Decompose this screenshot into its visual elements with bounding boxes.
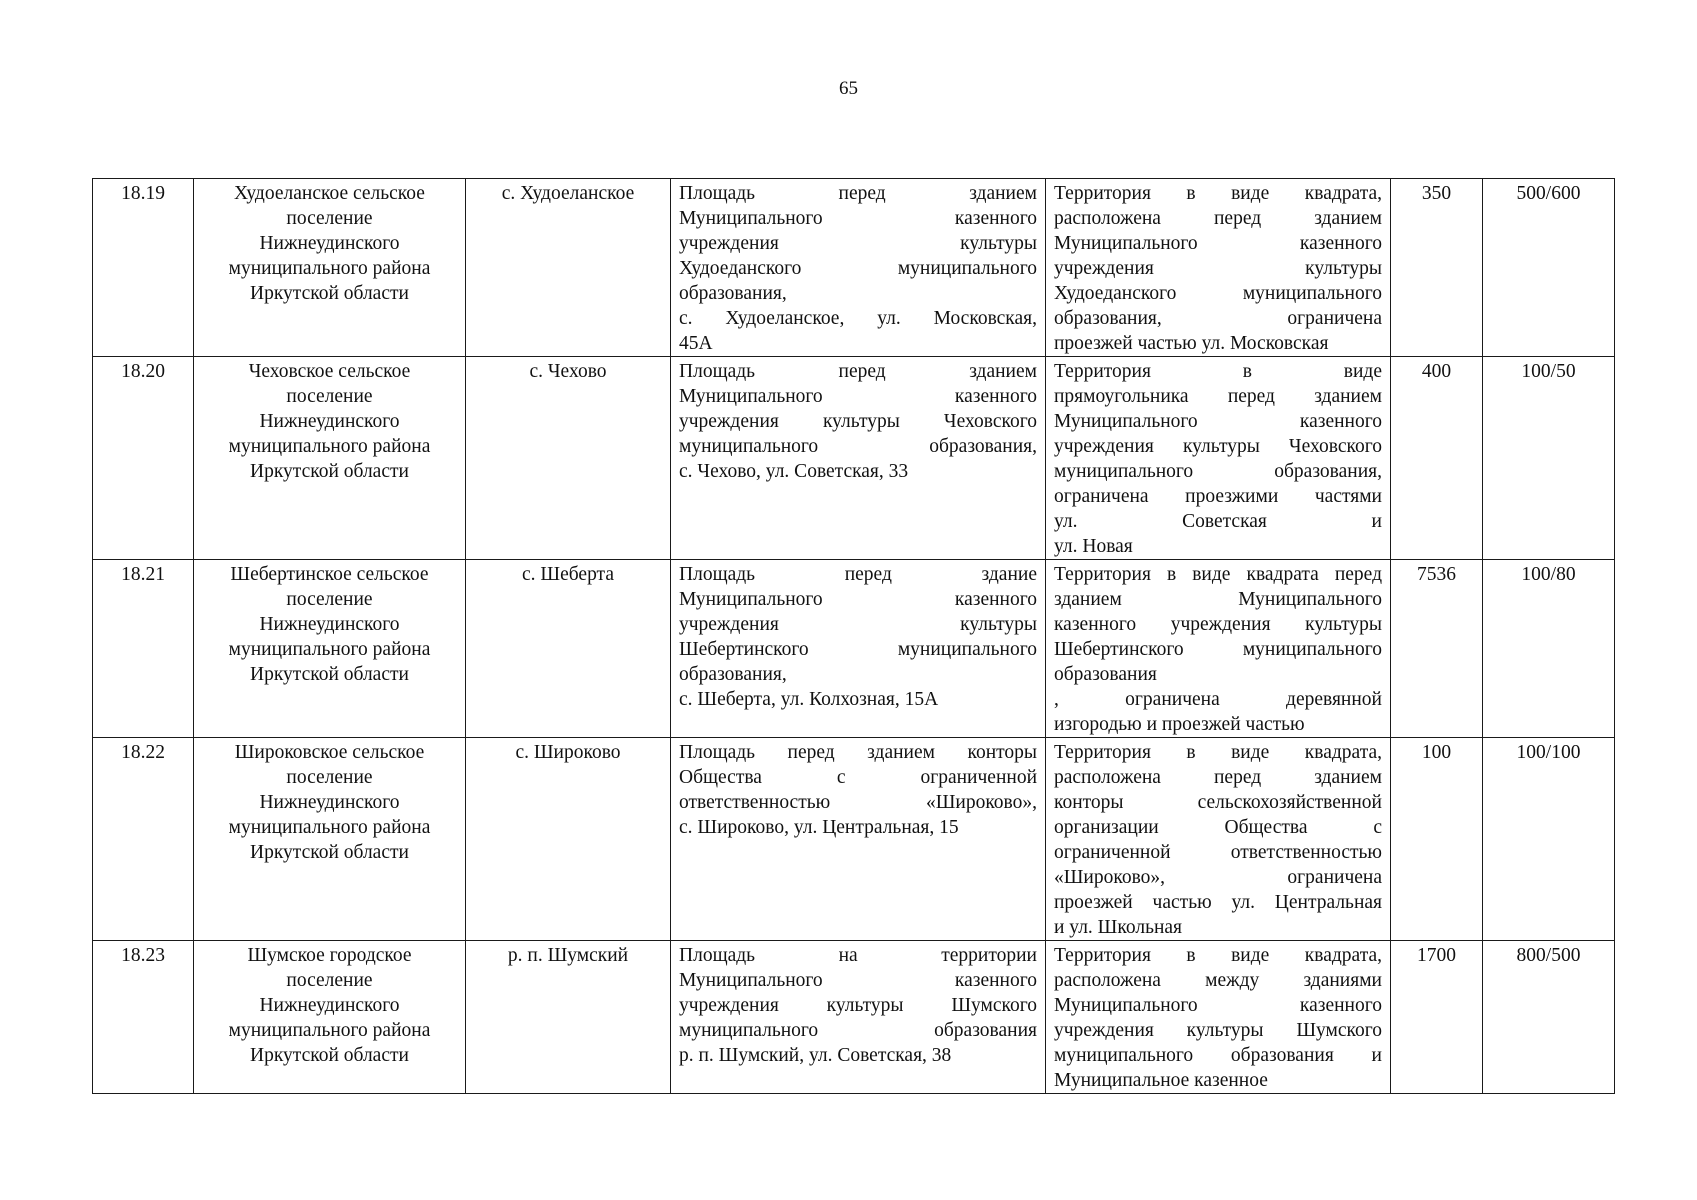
settlement-name-line: Иркутской области [250,842,409,863]
territory-description-line: учреждения культуры Шумского [1054,1020,1382,1041]
territory-description-line: и ул. Школьная [1054,917,1183,938]
territory-description-line: Муниципального казенного [1054,411,1382,432]
place-address [671,357,1046,560]
territory-description-line: образования, ограничена [1054,308,1382,329]
territory-description-line: проезжей частью ул. Московская [1054,333,1329,354]
territory-description-line: Худоеданского муниципального [1054,283,1382,304]
territory-description-line: муниципального образования, [1054,461,1382,482]
settlement-name [194,179,466,357]
territory-description-line: Шебертинского муниципального [1054,639,1382,660]
territory-description-line: Территория в виде квадрата перед [1054,564,1382,585]
settlement-name-line: поселение [286,589,373,610]
table-row [93,560,1615,738]
settlement-name-line: Худоеланское сельское [234,183,425,204]
settlement-name-line: Нижнеудинского [259,614,400,635]
row-number: 18.21 [93,560,194,738]
table-body [93,179,1615,1094]
settlement-name-line: Шебертинское сельское [230,564,429,585]
capacity-value: 100/100 [1483,738,1615,941]
settlement-name-line: муниципального района [228,258,431,279]
territory-description-line: Территория в виде квадрата, [1054,945,1382,966]
place-address-line: Муниципального казенного [679,970,1037,991]
area-value: 350 [1391,179,1483,357]
territory-description-line: учреждения культуры Чеховского [1054,436,1382,457]
territory-description-line: ограниченной ответственностью [1054,842,1382,863]
locality: с. Шеберта [466,560,671,738]
place-address-line: образования, [679,283,787,304]
place-address-line: с. Шеберта, ул. Колхозная, 15А [679,689,939,710]
place-address-line: с. Худоеланское, ул. Московская, [679,308,1037,329]
area-value: 400 [1391,357,1483,560]
settlement-name-line: Нижнеудинского [259,792,400,813]
place-address-line: Муниципального казенного [679,208,1037,229]
place-address [671,738,1046,941]
territory-description-line: , ограничена деревянной [1054,689,1382,710]
settlement-name-line: Иркутской области [250,461,409,482]
territory-description-line: казенного учреждения культуры [1054,614,1382,635]
area-value: 7536 [1391,560,1483,738]
place-address-line: Муниципального казенного [679,386,1037,407]
territory-description-line: расположена перед зданием [1054,208,1382,229]
territory-description-line: учреждения культуры [1054,258,1382,279]
table-row [93,357,1615,560]
settlement-name-line: муниципального района [228,436,431,457]
territory-description [1046,179,1391,357]
settlement-name-line: поселение [286,767,373,788]
settlement-name-line: Иркутской области [250,664,409,685]
settlement-name-line: муниципального района [228,817,431,838]
settlement-name-line: поселение [286,970,373,991]
territory-description-line: организации Общества с [1054,817,1382,838]
settlement-name-line: Нижнеудинского [259,233,400,254]
area-value: 1700 [1391,941,1483,1094]
row-number: 18.20 [93,357,194,560]
place-address-line: ответственностью «Широково», [679,792,1037,813]
settlement-name [194,560,466,738]
locality: с. Широково [466,738,671,941]
place-address-line: учреждения культуры Шумского [679,995,1037,1016]
place-address-line: учреждения культуры [679,614,1037,635]
settlement-name-line: Шумское городское [247,945,412,966]
territory-description-line: муниципального образования и [1054,1045,1382,1066]
place-address-line: 45А [679,333,713,354]
row-number: 18.19 [93,179,194,357]
place-address-line: с. Широково, ул. Центральная, 15 [679,817,959,838]
settlement-name-line: муниципального района [228,1020,431,1041]
territory-description-line: Муниципального казенного [1054,995,1382,1016]
place-address-line: Площадь перед зданием [679,361,1037,382]
territory-description-line: конторы сельскохозяйственной [1054,792,1382,813]
area-value: 100 [1391,738,1483,941]
settlement-name-line: Широковское сельское [234,742,425,763]
territory-description-line: Территория в виде квадрата, [1054,183,1382,204]
place-address-line: р. п. Шумский, ул. Советская, 38 [679,1045,952,1066]
place-address-line: муниципального образования, [679,436,1037,457]
place-address-line: Площадь перед зданием конторы [679,742,1037,763]
locality: р. п. Шумский [466,941,671,1094]
territory-description [1046,941,1391,1094]
page-number: 65 [839,78,858,99]
place-address-line: с. Чехово, ул. Советская, 33 [679,461,909,482]
territory-description-line: Муниципальное казенное [1054,1070,1268,1091]
places-table [92,178,1615,1094]
settlement-name-line: Нижнеудинского [259,995,400,1016]
territory-description-line: ул. Новая [1054,536,1133,557]
place-address [671,179,1046,357]
place-address-line: Площадь на территории [679,945,1037,966]
settlement-name-line: поселение [286,208,373,229]
place-address-line: Худоеданского муниципального [679,258,1037,279]
territory-description-line: расположена между зданиями [1054,970,1382,991]
territory-description-line: ограничена проезжими частями [1054,486,1382,507]
place-address-line: образования, [679,664,787,685]
table-row [93,179,1615,357]
row-number: 18.23 [93,941,194,1094]
territory-description [1046,560,1391,738]
territory-description-line: Муниципального казенного [1054,233,1382,254]
territory-description-line: ул. Советская и [1054,511,1382,532]
place-address-line: Муниципального казенного [679,589,1037,610]
settlement-name-line: Чеховское сельское [248,361,411,382]
capacity-value: 500/600 [1483,179,1615,357]
place-address-line: муниципального образования [679,1020,1037,1041]
place-address-line: Площадь перед зданием [679,183,1037,204]
territory-description [1046,357,1391,560]
table-row [93,738,1615,941]
locality: с. Чехово [466,357,671,560]
territory-description-line: зданием Муниципального [1054,589,1382,610]
table-row [93,941,1615,1094]
territory-description-line: Территория в виде [1054,361,1382,382]
capacity-value: 100/50 [1483,357,1615,560]
territory-description [1046,738,1391,941]
territory-description-line: Территория в виде квадрата, [1054,742,1382,763]
territory-description-line: проезжей частью ул. Центральная [1054,892,1382,913]
place-address-line: Шебертинского муниципального [679,639,1037,660]
settlement-name-line: Иркутской области [250,1045,409,1066]
territory-description-line: расположена перед зданием [1054,767,1382,788]
place-address-line: Общества с ограниченной [679,767,1037,788]
place-address-line: учреждения культуры [679,233,1037,254]
place-address-line: Площадь перед здание [679,564,1037,585]
settlement-name [194,941,466,1094]
settlement-name-line: поселение [286,386,373,407]
capacity-value: 100/80 [1483,560,1615,738]
capacity-value: 800/500 [1483,941,1615,1094]
territory-description-line: образования [1054,664,1157,685]
settlement-name [194,357,466,560]
territory-description-line: «Широково», ограничена [1054,867,1382,888]
territory-description-line: изгородью и проезжей частью [1054,714,1305,735]
settlement-name [194,738,466,941]
place-address [671,560,1046,738]
place-address [671,941,1046,1094]
place-address-line: учреждения культуры Чеховского [679,411,1037,432]
row-number: 18.22 [93,738,194,941]
locality: с. Худоеланское [466,179,671,357]
territory-description-line: прямоугольника перед зданием [1054,386,1382,407]
settlement-name-line: Нижнеудинского [259,411,400,432]
settlement-name-line: Иркутской области [250,283,409,304]
settlement-name-line: муниципального района [228,639,431,660]
